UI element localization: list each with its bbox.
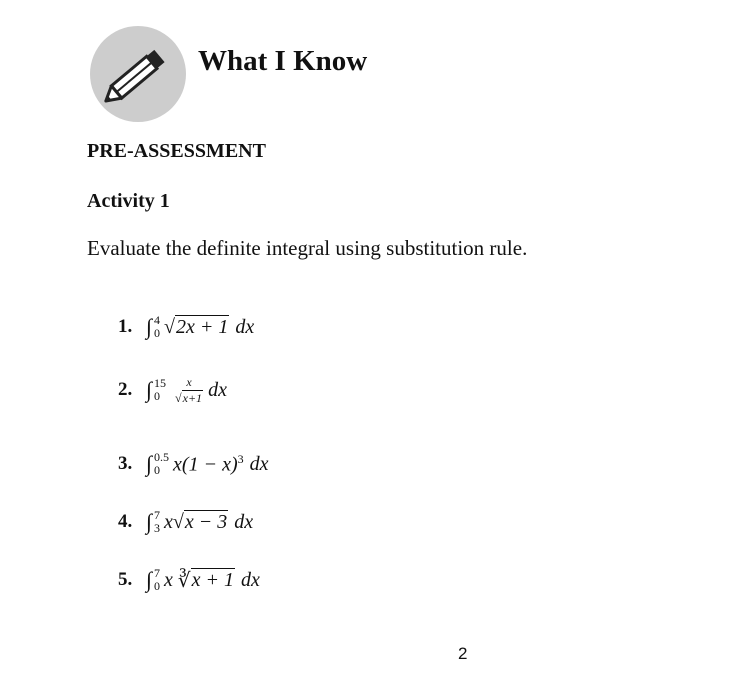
- problem-expression: ∫ 15 0 $\frac{x}{√x+1}$ dx: [146, 374, 227, 405]
- upper-limit: 15: [154, 376, 167, 390]
- problem-expression: ∫ 7 0 x ∛ x + 1 dx: [146, 566, 260, 593]
- instructions-text: Evaluate the definite integral using substitution rule.: [87, 236, 528, 260]
- problem-5: [118, 565, 260, 595]
- problem-4: [118, 507, 253, 537]
- problem-expression: ∫ 4 0 √ 2x + 1 dx: [146, 313, 255, 340]
- lower-limit: 3: [154, 521, 161, 535]
- problem-expression: ∫ 0.5 0 $x(1 - x)^3$ dx: [146, 450, 269, 477]
- upper-limit: 7: [154, 508, 161, 522]
- page-title: What I Know: [198, 45, 368, 77]
- header-badge: [90, 26, 186, 122]
- lower-limit: 0: [154, 389, 161, 403]
- pencil-icon: [90, 26, 186, 122]
- problem-number: 4.: [118, 511, 133, 532]
- problem-number: 1.: [118, 316, 133, 337]
- section-heading: PRE-ASSESSMENT: [87, 140, 266, 162]
- problem-expression: ∫ 7 3 x √ x − 3 dx: [146, 508, 254, 535]
- problem-number: 2.: [118, 379, 133, 400]
- lower-limit: 0: [154, 326, 161, 340]
- lower-limit: 0: [154, 463, 161, 477]
- upper-limit: 0.5: [154, 450, 170, 464]
- problem-2: [118, 375, 227, 405]
- problem-number: 5.: [118, 569, 133, 590]
- problem-1: [118, 312, 254, 342]
- problem-number: 3.: [118, 453, 133, 474]
- lower-limit: 0: [154, 579, 161, 593]
- page-number: 2: [458, 644, 468, 663]
- upper-limit: 4: [154, 313, 161, 327]
- upper-limit: 7: [154, 566, 161, 580]
- activity-heading: Activity 1: [87, 190, 170, 212]
- problem-3: [118, 449, 269, 479]
